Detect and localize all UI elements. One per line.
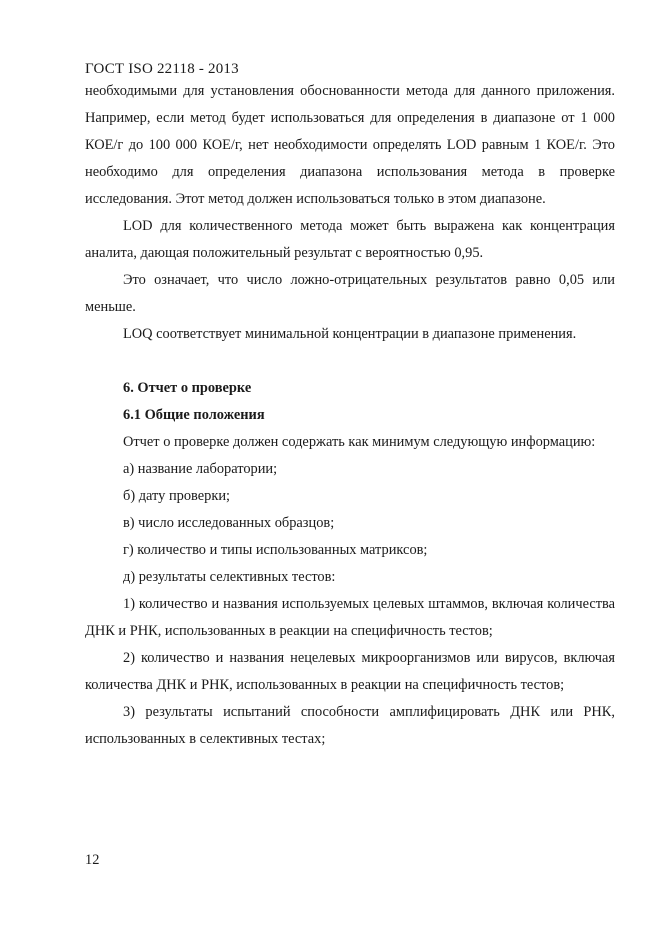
section-heading: 6. Отчет о проверке bbox=[123, 380, 252, 396]
sublist-item: 1) количество и названия используемых целевых штаммов, включая количества ДНК и РНК, использованных в реакции на специфичность тестов; bbox=[85, 596, 615, 639]
paragraph-false-negatives: Это означает, что число ложно-отрицательных результатов равно 0,05 или меньше. bbox=[85, 272, 615, 315]
list-item: г) количество и типы использованных матриксов; bbox=[123, 542, 428, 558]
list-item: в) число исследованных образцов; bbox=[123, 515, 335, 531]
paragraph-loq: LOQ соответствует минимальной концентрации в диапазоне применения. bbox=[123, 326, 577, 342]
list-item: д) результаты селективных тестов: bbox=[123, 569, 336, 585]
sublist-item: 3) результаты испытаний способности амплифицировать ДНК или РНК, использованных в селективных тестах; bbox=[85, 704, 615, 747]
list-item: б) дату проверки; bbox=[123, 488, 231, 504]
paragraph-lod-quantitative: LOD для количественного метода может быть выражена как концентрация аналита, дающая положительный результат с вероятностью 0,95. bbox=[85, 218, 615, 261]
subsection-heading: 6.1 Общие положения bbox=[123, 407, 265, 423]
section-spacer bbox=[85, 348, 615, 375]
running-header: ГОСТ ISO 22118 - 2013 bbox=[85, 61, 239, 77]
paragraph-report-contents: Отчет о проверке должен содержать как минимум следующую информацию: bbox=[123, 434, 596, 450]
sublist-item: 2) количество и названия нецелевых микроорганизмов или вирусов, включая количества ДНК и РНК, использованных в реакции на специфичность тестов; bbox=[85, 650, 615, 693]
document-body bbox=[85, 78, 615, 753]
paragraph-continuation: необходимыми для установления обоснованности метода для данного приложения. Например, если метод будет использоваться для определения в диапазоне от 1 000 КОЕ/г до 100 000 КОЕ/г, нет необходимости определять LOD равным 1 КОЕ/г. Это необходимо для определения диапазона использования метода в проверке исследования. Этот метод должен использоваться только в этом диапазоне. bbox=[85, 83, 615, 207]
page-number: 12 bbox=[85, 852, 100, 868]
list-item: а) название лаборатории; bbox=[123, 461, 278, 477]
